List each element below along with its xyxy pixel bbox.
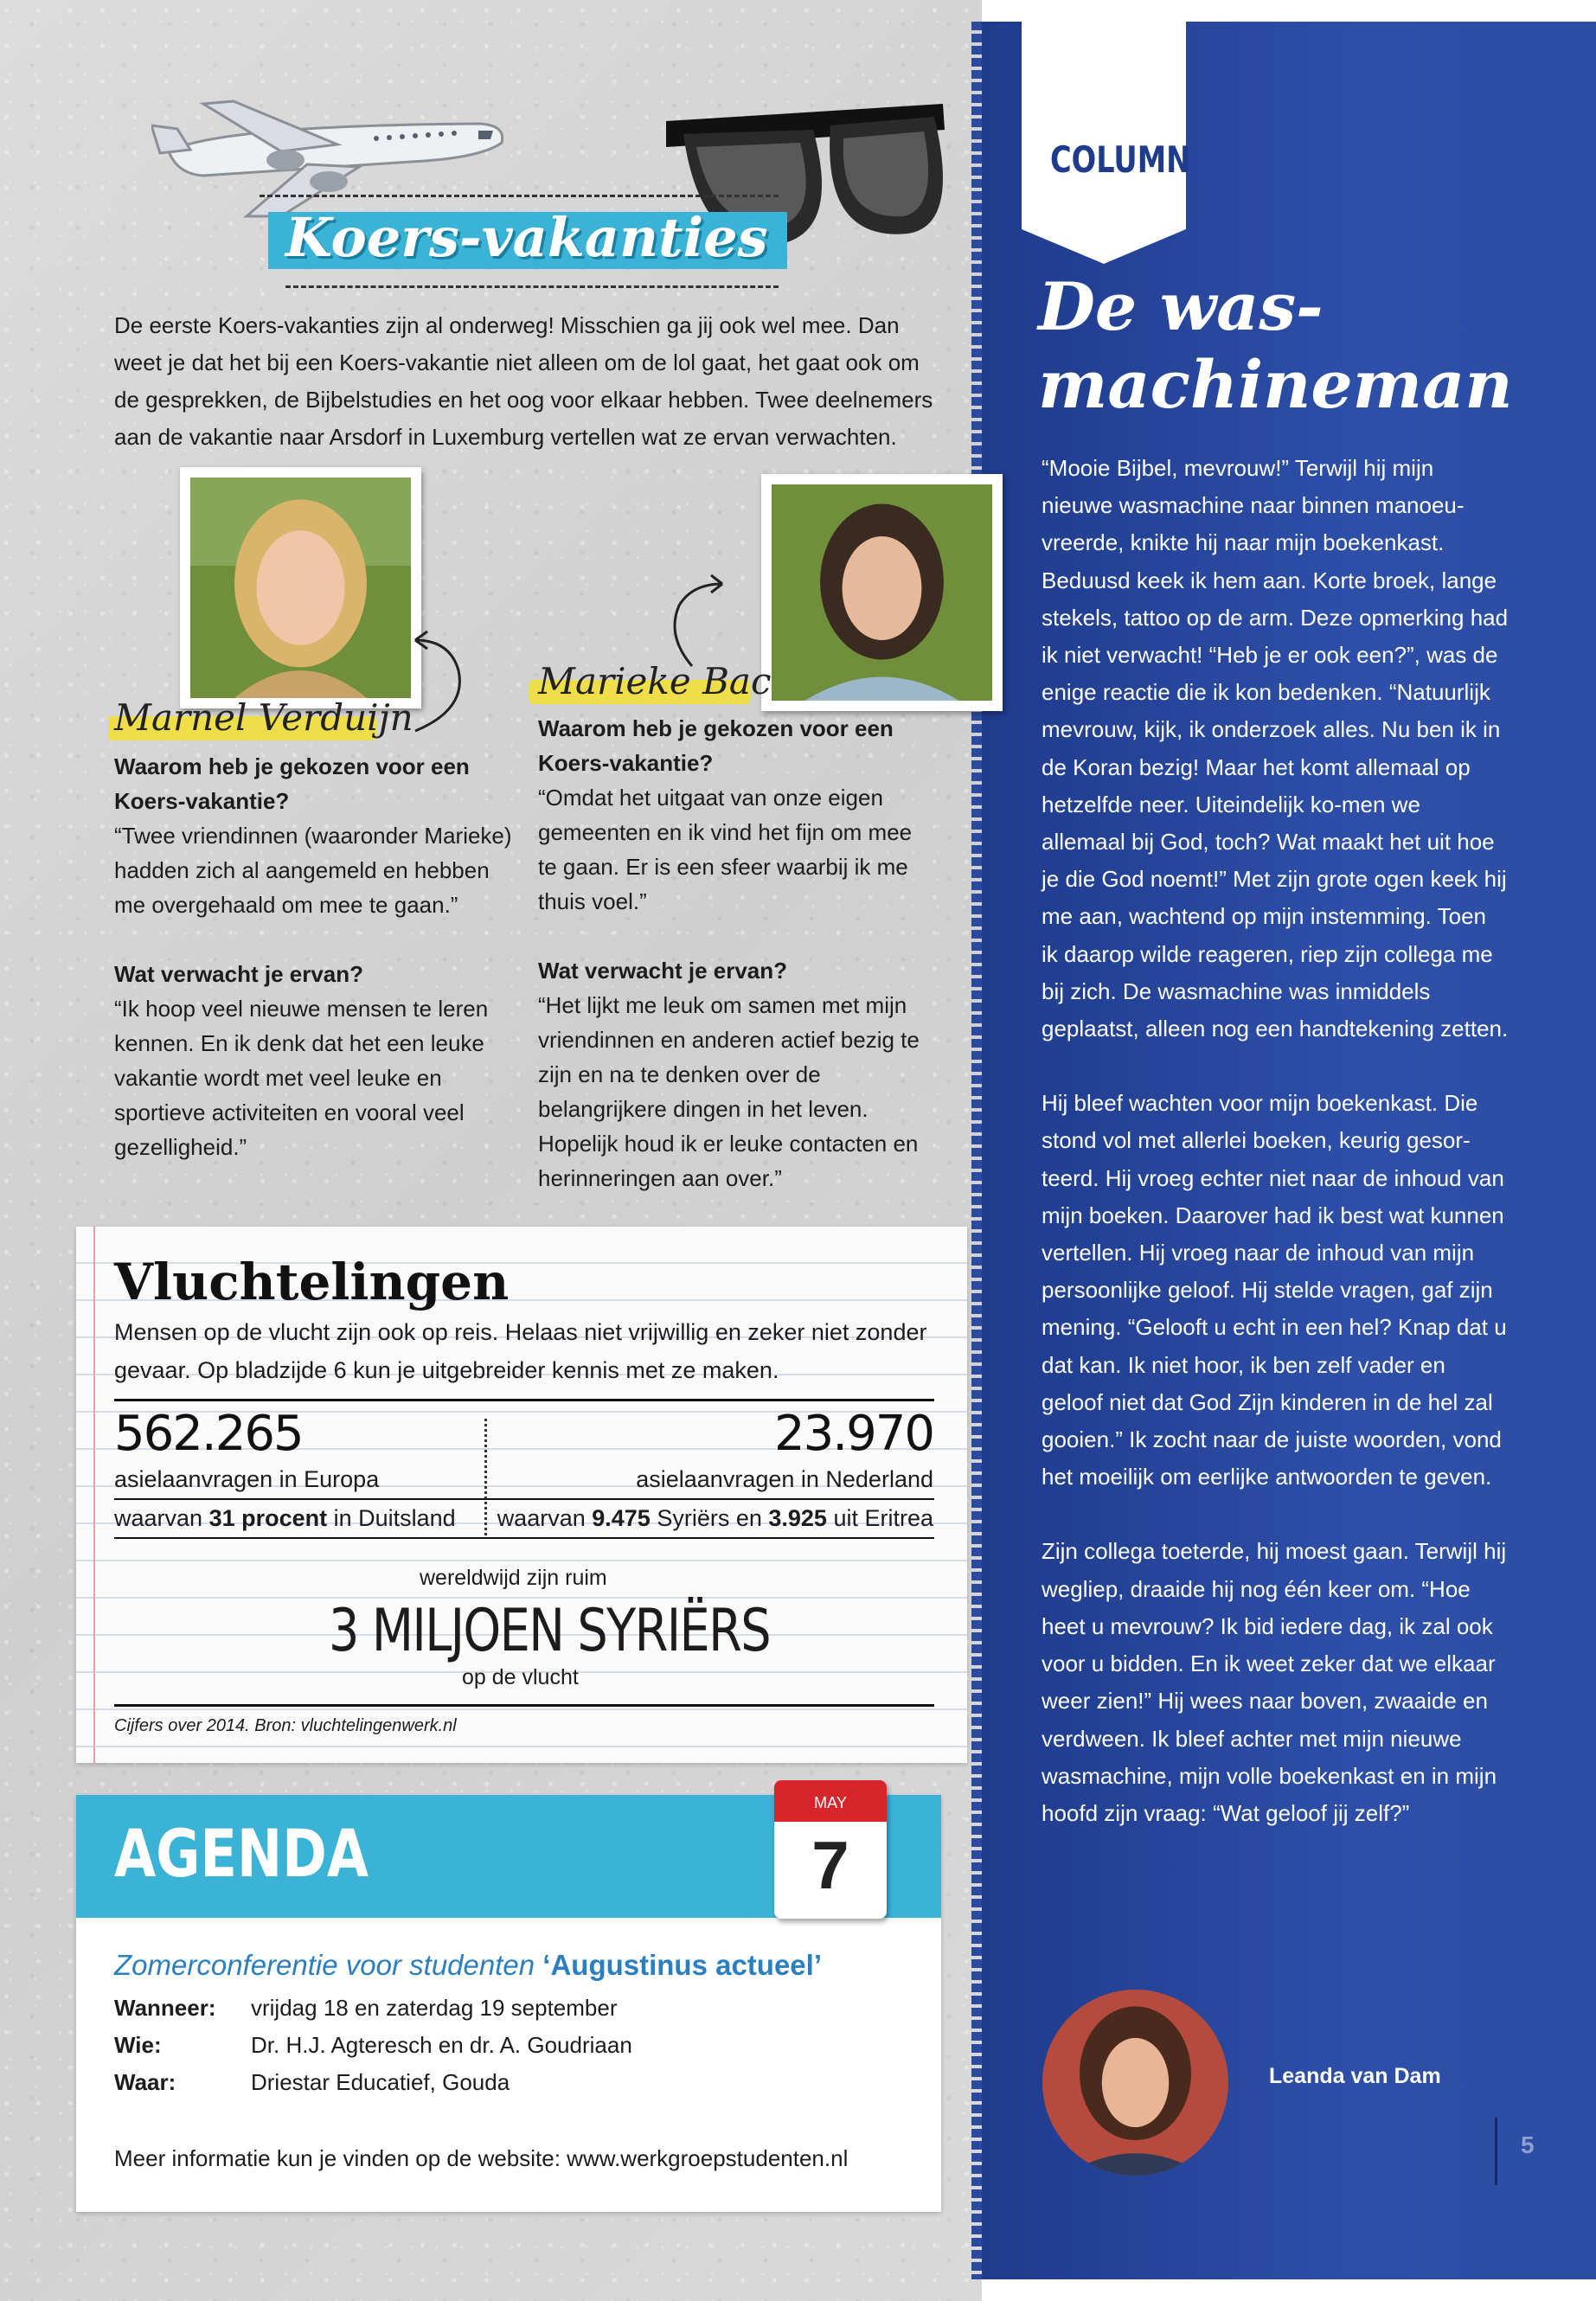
stat-separator (484, 1419, 487, 1535)
rule (114, 1399, 934, 1401)
author-portrait (1042, 1990, 1228, 2176)
photo-marnel (180, 467, 421, 708)
column-author: Leanda van Dam (1269, 2064, 1441, 2088)
column-tag (1022, 22, 1186, 229)
answer: “Ik hoop veel nieuwe mensen te leren kennen. En ik denk dat het een leuke vakantie wordt met veel leuke en sportieve activiteiten en vooral veel gezelligheid.” (114, 996, 489, 1160)
europa-number: 562.265 (114, 1406, 303, 1462)
source-note: Cijfers over 2014. Bron: vluchtelingenwerk.nl (114, 1716, 457, 1735)
agenda-event: Zomerconferentie voor studenten ‘Augustinus actueel’ (114, 1949, 822, 1981)
portrait-marieke (772, 484, 992, 701)
nl-detail: waarvan 9.475 Syriërs en 3.925 uit Eritrea (497, 1505, 933, 1531)
column-paragraph: Zijn collega toeterde, hij moest gaan. Terwijl hij wegliep, draaide hij nog één keer om. “Hoe heet u mevrouw? Ik bid iedere dag, ik zal ook voor u bidden. En ik weet zeker dat we elkaar weer zien!” Hij wees naar boven, zwaaide en verdween. Ik bleef achter met mijn nieuwe wasmachine, mijn volle boekenkast en in mijn hoofd zijn vraag: “Wat geloof jij zelf?” (1042, 1538, 1507, 1826)
agenda-row-who: Wie: Dr. H.J. Agteresch en dr. A. Goudriaan (114, 2032, 632, 2058)
arrow-curve-right (657, 567, 735, 670)
title-dash-top (260, 195, 779, 197)
nl-label: asielaanvragen in Nederland (636, 1466, 933, 1492)
rule (114, 1704, 934, 1707)
question: Waarom heb je gekozen voor een Koers-vakantie? (114, 753, 470, 814)
answer: “Twee vriendinnen (waaronder Marieke) hadden zich al aangemeld en hebben me overgehaald om mee te gaan.” (114, 823, 512, 918)
column-heading: De was-machineman (1038, 268, 1513, 423)
answer: “Het lijkt me leuk om samen met mijn vriendinnen en anderen actief bezig te zijn en na te denken over de belangrijkere dingen in het leven. Hopelijk houd ik er leuke contacten en herinneringen aan over.” (538, 992, 920, 1191)
portrait-marnel (190, 478, 411, 698)
calendar-day: 7 (811, 1827, 849, 1903)
title-dash-bottom (285, 285, 779, 288)
qa-marnel (114, 749, 512, 1164)
agenda-title: AGENDA (114, 1815, 369, 1892)
question: Waarom heb je gekozen voor een Koers-vakantie? (538, 715, 894, 776)
europa-detail: waarvan 31 procent in Duitsland (114, 1505, 456, 1531)
page-number: 5 (1521, 2131, 1535, 2158)
rule (114, 1498, 934, 1500)
name-marnel: Marnel Verduijn (114, 696, 413, 739)
agenda-more-info: Meer informatie kun je vinden op de website: www.werkgroepstudenten.nl (114, 2145, 849, 2171)
vluchtelingen-text: Mensen op de vlucht zijn ook op reis. Helaas niet vrijwillig en zeker niet zonder gevaar. Op bladzijde 6 kun je uitgebreider kennis met ze maken. (114, 1319, 927, 1383)
airplane-illustration (151, 91, 515, 221)
europa-label: asielaanvragen in Europa (114, 1466, 380, 1492)
question: Wat verwacht je ervan? (538, 958, 788, 984)
calendar-month: MAY (774, 1780, 887, 1822)
name-marieke: Marieke Bac (538, 660, 772, 702)
agenda-row-where: Waar: Driestar Educatief, Gouda (114, 2069, 510, 2095)
column-body (1042, 450, 1509, 1869)
page-bar (1495, 2118, 1497, 2185)
world-post: op de vlucht (462, 1665, 579, 1689)
world-pre: wereldwijd zijn ruim (420, 1566, 607, 1590)
koers-intro: De eerste Koers-vakanties zijn al onderweg! Misschien ga jij ook wel mee. Dan weet je dat het bij een Koers-vakantie niet alleen om de lol gaat, het gaat ook om de gesprekken, de Bijbelstudies en het oog voor elkaar hebben. Twee deelnemers aan de vakantie naar Arsdorf in Luxemburg vertellen wat ze ervan verwachten. (114, 312, 933, 450)
agenda-row-when: Wanneer: vrijdag 18 en zaterdag 19 september (114, 1995, 618, 2021)
vluchtelingen-title: Vluchtelingen (114, 1253, 510, 1311)
koers-title: Koers-vakanties (285, 206, 768, 269)
qa-marieke (538, 711, 936, 1195)
column-paragraph: “Mooie Bijbel, mevrouw!” Terwijl hij mijn nieuwe wasmachine naar binnen manoeu-vreerde, knikte hij naar mijn boekenkast. Beduusd keek ik hem aan. Korte broek, lange stekels, tattoo op de arm. Deze opmerking had ik niet verwacht! “Heb je er ook een?”, was de enige reactie die ik kon bedenken. “Natuurlijk mevrouw, kijk, ik onderzoek alles. Nu ben ik in de Koran bezig! Maar het komt allemaal op hetzelfde neer. Uiteindelijk ko-men we allemaal bij God, toch? Wat maakt het uit hoe je die God noemt!” Met zijn grote ogen keek hij me aan, wachtend op mijn instemming. Toen ik daarop wilde reageren, riep zijn collega me bij zich. De wasmachine was inmiddels geplaatst, alleen nog een handtekening zetten. (1042, 455, 1509, 1042)
column-paragraph: Hij bleef wachten voor mijn boekenkast. Die stond vol met allerlei boeken, keurig gesor-teerd. Hij vroeg echter niet naar de inhoud van mijn boeken. Daarover had ik best wat kunnen vertellen. Hij vroeg naar de inhoud van mijn persoonlijke geloof. Hij stelde vragen, gaf zijn mening. “Gelooft u echt in een hel? Knap dat u dat kan. Ik niet hoor, ik ben zelf vader en geloof niet dat God Zijn kinderen in de hel zal gooien.” Ik zocht naar de juiste woorden, vond het moeilijk om eerlijke antwoorden te geven. (1042, 1090, 1507, 1490)
question: Wat verwacht je ervan? (114, 961, 364, 987)
photo-marieke (761, 474, 1003, 711)
author-photo (1042, 1990, 1228, 2176)
column-label: COLUMN (1050, 138, 1191, 181)
rule (114, 1537, 934, 1539)
world-big: 3 MILJOEN SYRIËRS (329, 1597, 770, 1665)
calendar-icon (774, 1780, 887, 1919)
answer: “Omdat het uitgaat van onze eigen gemeenten en ik vind het fijn om mee te gaan. Er is een sfeer waarbij ik me thuis voel.” (538, 785, 913, 914)
nl-number: 23.970 (774, 1406, 933, 1462)
arrow-curve-left (407, 623, 476, 735)
